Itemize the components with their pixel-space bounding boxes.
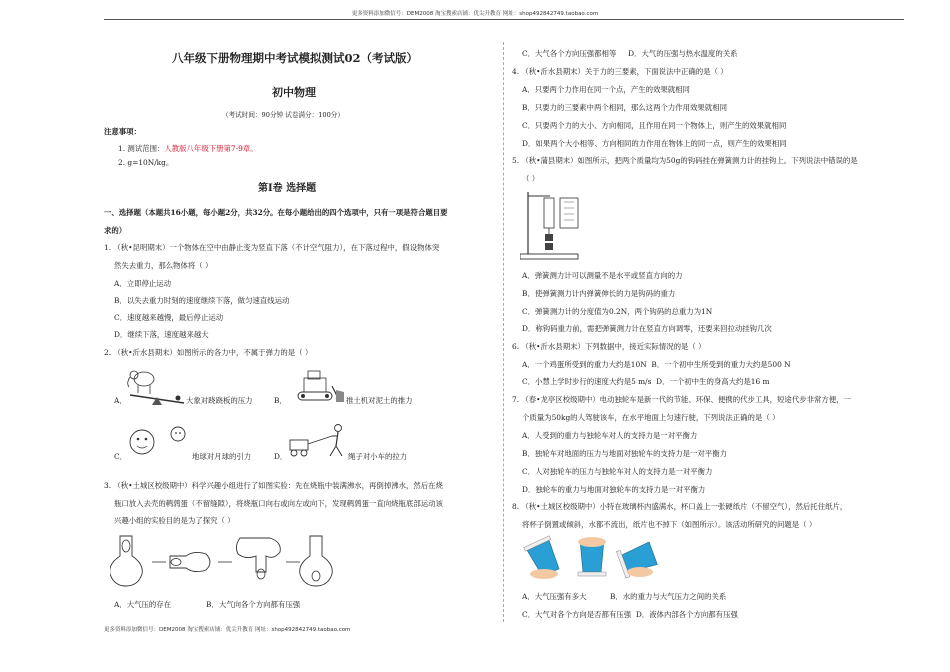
q3-stem-3: 兴趣小组的实验目的是为了探究（ ）	[114, 516, 235, 525]
q1-option-c: C．速度越来越慢，最后停止运动	[114, 313, 224, 322]
page-header: 更多资料添加微信号：DEM2008 淘宝搜索店铺：优尖升教育 网址：shop492842749.taobao.com	[351, 11, 599, 17]
q7-option-a: A．人受到的重力与独轮车对人的支持力是一对平衡力	[522, 431, 698, 440]
note-1-range: 人教版八年级下册第7-9章。	[164, 144, 258, 153]
spring-scale-figure	[520, 190, 582, 262]
exam-info: （考试时间：90分钟 试卷满分：100分）	[222, 111, 344, 119]
q1-option-b: B．以失去重力时刻的速度继续下落，做匀速直线运动	[114, 296, 290, 305]
header-rule	[104, 19, 904, 20]
notes-heading: 注意事项：	[104, 127, 141, 136]
q6-stem: 6. （秋•沂水县期末）下列数据中，接近实际情况的是（ ）	[512, 342, 706, 351]
q8-stem-1: 8. （秋•土城区校级期中）小特在玻璃杯内盛满水，杯口盖上一张硬纸片（不留空气），然后托住纸片，	[512, 502, 848, 511]
q8-option-ab: A．大气压强有多大 B．水的重力与大气压力之间的关系	[522, 592, 727, 601]
q4-option-a: A．只要两个力作用在同一个点，产生的效果就相同	[522, 85, 690, 94]
q4-option-d: D．如果两个大小相等、方向相同的力作用在物体上的同一点，则产生的效果相同	[522, 139, 787, 148]
q3-option-b: B．大气向各个方向都有压强	[206, 600, 301, 609]
q3-option-d: D．大气的压强与热水温度的关系	[628, 49, 738, 58]
flask-egg-figure	[110, 532, 340, 588]
q7-option-b: B．独轮车对地面的压力与地面对独轮车的支持力是一对平衡力	[522, 449, 727, 458]
q3-option-c: C．大气各个方向压强都相等 D．大气的压强与热水温度的关系	[522, 49, 738, 58]
q3-option-a: A．大气压的存在	[114, 600, 172, 609]
q4-option-c: C．只要两个力的大小、方向相同，且作用在同一个物体上，则产生的效果就相同	[522, 121, 787, 130]
q8-stem-2: 将杯子倒置或倾斜，水都不流出，纸片也不掉下（如图所示）。该活动所研究的问题是（ ）	[522, 520, 817, 529]
subject-title: 初中物理	[272, 86, 316, 99]
q5-option-a: A．弹簧测力计可以测量不是水平或竖直方向的力	[522, 271, 683, 280]
q6-option-b: B．一个初中生所受到的重力大约是500 N	[651, 360, 791, 369]
q5-option-c: C．弹簧测力计的分度值为0.2N，两个钩码的总重力为1N	[522, 307, 713, 316]
q3-stem-1: 3. （秋•土城区校级期中）科学兴趣小组进行了如图实验：先在烧瓶中装满沸水，再倒掉沸水，然后在烧	[104, 481, 443, 490]
q1-option-a: A．立即停止运动	[114, 279, 172, 288]
q7-stem-1: 7. （春•龙亭区校级期中）电动独轮车是新一代的节能、环保、便携的代步工具，短途代步非常方便，一	[512, 395, 851, 404]
q2-option-d-letter: D．	[274, 452, 288, 461]
q5-stem-2: （ ）	[522, 174, 540, 183]
q4-stem: 4. （秋•沂水县期末）关于力的三要素，下面说法中正确的是（ ）	[512, 67, 728, 76]
section-instructions-2: 求的）	[104, 226, 127, 235]
q1-stem-2: 然失去重力，那么物体将（ ）	[114, 261, 213, 270]
q1-option-d: D．继续下落，速度越来越大	[114, 330, 209, 339]
q7-option-d: D．独轮车的重力与地面对独轮车的支持力是一对平衡力	[522, 485, 706, 494]
q6-option-ab: A．一个鸡蛋所受到的重力大约是10N B．一个初中生所受到的重力大约是500 N	[522, 360, 791, 369]
earth-moon-figure	[126, 424, 192, 462]
q2-option-b: 推土机对泥土的推力	[346, 396, 413, 405]
q2-option-b-letter: B．	[274, 396, 287, 405]
note-2: 2. g=10N/kg。	[118, 158, 174, 167]
bulldozer-figure	[290, 368, 346, 408]
q5-option-b: B．使弹簧测力计内弹簧伸长的力是钩码的重力	[522, 289, 676, 298]
q5-stem-1: 5. （秋•蒲县期末）如图所示，把两个质量均为50g的钩码挂在弹簧测力计的挂钩上。下列说法中错误的是	[512, 156, 858, 165]
q7-option-c: C．人对独轮车的压力与独轮车对人的支持力是一对平衡力	[522, 467, 713, 476]
note-1: 1. 测试范围：人教版八年级下册第7-9章。	[118, 144, 258, 153]
q2-option-a: 大象对跷跷板的压力	[186, 396, 253, 405]
q7-stem-2: 个质量为50kg的人驾驶该车，在水平地面上匀速行驶，下列说法正确的是（ ）	[522, 413, 780, 422]
rope-cart-figure	[286, 422, 348, 462]
q2-option-a-letter: A．	[114, 396, 127, 405]
volume-title: 第Ⅰ卷 选择题	[258, 183, 317, 194]
q6-option-cd: C．小慧上学时步行的速度大约是5 m/s D．一个初中生的身高大约是16 m	[522, 377, 770, 386]
page-footer: 更多资料添加微信号：DEM2008 淘宝搜索店铺：优尖升教育 网址：shop492842749.taobao.com	[104, 627, 351, 633]
q2-option-c: 地球对月球的引力	[192, 452, 252, 461]
q8-option-cd: C．大气对各个方向是否都有压强 D．液体内部各个方向都有压强	[522, 610, 738, 619]
q3-stem-2: 瓶口放入去壳的鹌鹑蛋（不留缝隙），将烧瓶口向右或向左或向下，发现鹌鹑蛋一直向烧瓶底部运动该	[114, 499, 443, 508]
q2-option-c-letter: C．	[114, 452, 128, 461]
inverted-cup-figure	[522, 534, 662, 582]
q2-stem: 2. （秋•沂水县期末）如图所示的各力中，不属于弹力的是（ ）	[104, 348, 313, 357]
q8-option-d: D．液体内部各个方向都有压强	[635, 610, 738, 619]
q1-stem-1: 1. （秋•昆明期末）一个物体在空中由静止变为竖直下落（不计空气阻力），在下落过程中，假设物体突	[104, 243, 440, 252]
q6-option-d: D．一个初中生的身高大约是16 m	[656, 377, 770, 386]
q5-option-d: D．称钩码重力前，需把弹簧测力计在竖直方向调零，还要来回拉动挂钩几次	[522, 324, 772, 333]
section-instructions-1: 一、选择题（本题共16小题，每小题2分，共32分。在每小题给出的四个选项中，只有一项是符合题目要	[104, 208, 448, 217]
q2-option-d: 绳子对小车的拉力	[348, 452, 408, 461]
column-divider	[503, 42, 504, 622]
doc-title: 八年级下册物理期中考试模拟测试02（考试版）	[172, 51, 419, 65]
elephant-seesaw-figure	[126, 365, 188, 407]
q8-option-b: B．水的重力与大气压力之间的关系	[609, 592, 727, 601]
q4-option-b: B．只要力的三要素中两个相同，那么这两个力作用效果就相同	[522, 103, 727, 112]
